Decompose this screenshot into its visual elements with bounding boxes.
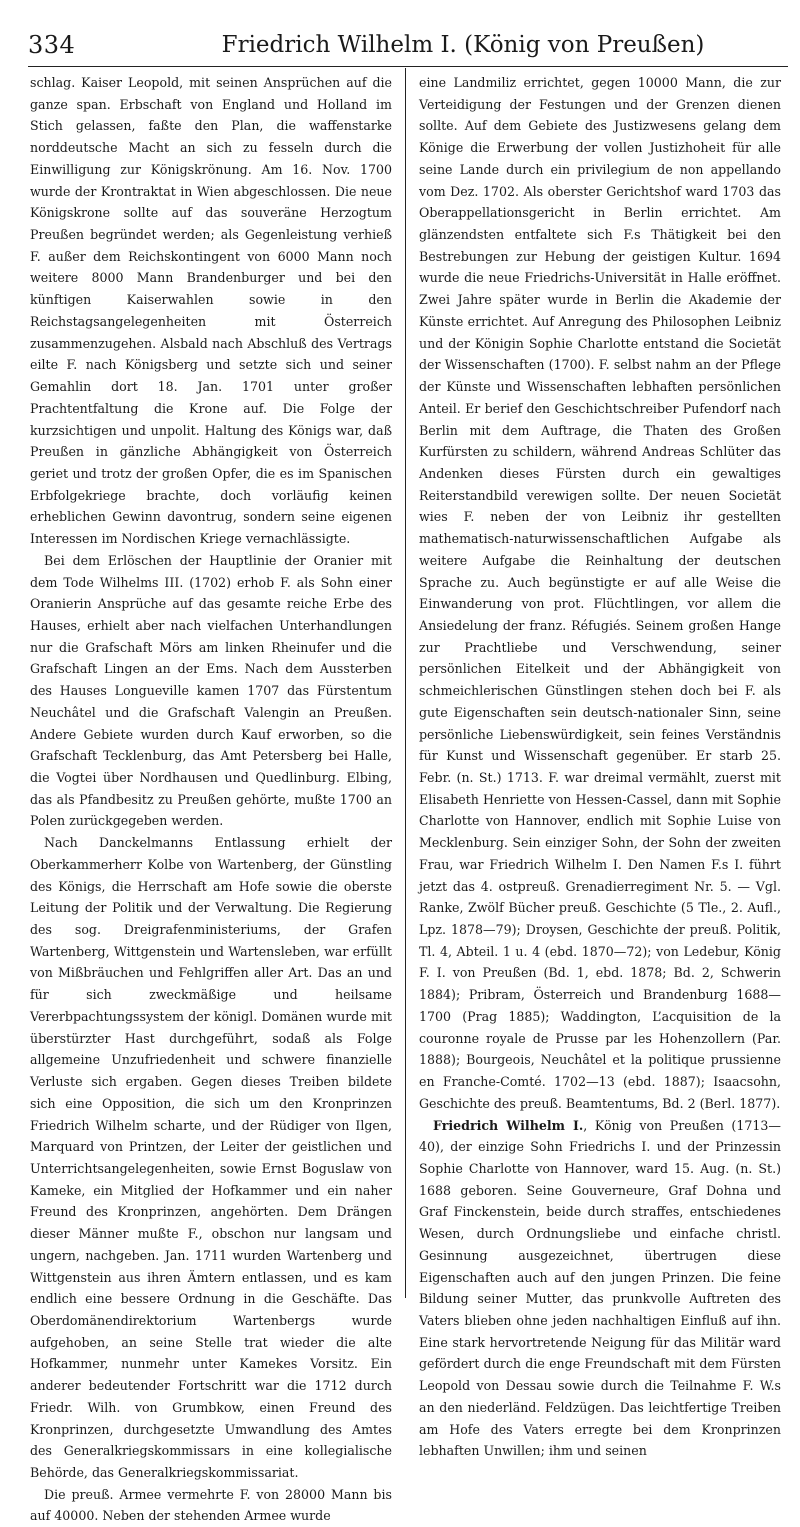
paragraph: eine Landmiliz errichtet, gegen 10000 Mann, die zur Verteidigung der Festungen und der Grenzen dienen sollte. Auf dem Gebiete des Justizwesens gelang dem Könige die Erwerbung der vollen Justizhoheit für alle seine Lande durch ein privilegium de non appellando vom Dez. 1702. Als oberster Gerichtshof ward 1703 das Oberappellationsgericht in Berlin errichtet. Am glänzendsten entfaltete sich F.s Thätigkeit bei den Bestrebungen zur Hebung der geistigen Kultur. 1694 wurde die neue Friedrichs-Universität in Halle eröffnet. Zwei Jahre später wurde in Berlin die Akademie der Künste errichtet. Auf Anregung des Philosophen Leibniz und der Königin Sophie Charlotte entstand die Societät der Wissenschaften (1700). F. selbst nahm an der Pflege der Künste und Wissenschaften lebhaften persönlichen Anteil. Er berief den Geschichtschreiber Pufendorf nach Berlin mit dem Auftrage, die Thaten des Großen Kurfürsten zu schildern, während Andreas Schlüter das Andenken dieses Fürsten durch ein gewaltiges Reiterstandbild verewigen sollte. Der neuen Societät wies F. neben der von Leibniz ihr gestellten mathematisch-naturwissenschaftlichen Aufgabe als weitere Aufgabe die Reinhaltung der deutschen Sprache zu. Auch begünstigte er auf alle Weise die Einwanderung von prot. Flüchtlingen, vor allem die Ansiedelung der franz. Réfugiés. Seinem großen Hange zur Prachtliebe und Verschwendung, seiner persönlichen Eitelkeit und der Abhängigkeit von schmeichlerischen Günstlingen stehen doch bei F. als gute Eigenschaften sein deutsch-nationaler Sinn, seine persönliche Liebenswürdigkeit, sein feines Verständnis für Kunst und Wissenschaft gegenüber. Er starb 25. Febr. (n. St.) 1713. F. war dreimal vermählt, zuerst mit Elisabeth Henriette von Hessen-Cassel, dann mit Sophie Charlotte von Hannover, endlich mit Sophie Luise von Mecklenburg. Sein einziger Sohn, der Sohn der zweiten Frau, war Friedrich Wilhelm I. Den Namen F.s I. führt jetzt das 4. ostpreuß. Grenadierregiment Nr. 5. — Vgl. Ranke, Zwölf Bücher preuß. Geschichte (5 Tle., 2. Aufl., Lpz. 1878—79); Droysen, Geschichte der preuß. Politik, Tl. 4, Abteil. 1 u. 4 (ebd. 1870—72); von Ledebur, König F. I. von Preußen (Bd. 1, ebd. 1878; Bd. 2, Schwerin 1884); Pribram, Österreich und Brandenburg 1688—1700 (Prag 1885); Waddington, L’acquisition de la couronne royale de Prusse par les Hohenzollern (Par. 1888); Bourgeois, Neuchâtel et la politique prussienne en Franche-Comté. 1702—13 (ebd. 1887); Isaacsohn, Geschichte des preuß. Beamtentums, Bd. 2 (Berl. 1877). [419,75,781,1111]
page-number: 334 [28,31,76,59]
paragraph: schlag. Kaiser Leopold, mit seinen Ansprüchen auf die ganze span. Erbschaft von England und Holland im Stich gelassen, faßte den Plan, die waffenstarke norddeutsche Macht an sich zu fesseln durch die Einwilligung zur Königskrönung. Am 16. Nov. 1700 wurde der Krontraktat in Wien abgeschlossen. Die neue Königskrone sollte auf das souveräne Herzogtum Preußen begründet werden; als Gegenleistung verhieß F. außer dem Reichskontingent von 6000 Mann noch weitere 8000 Mann Brandenburger und bei den künftigen Kaiserwahlen sowie in den Reichstagsangelegenheiten mit Österreich zusammenzugehen. Alsbald nach Abschluß des Vertrags eilte F. nach Königsberg und setzte sich und seiner Gemahlin dort 18. Jan. 1701 unter großer Prachtentfaltung die Krone auf. Die Folge der kurzsichtigen und unpolit. Haltung des Königs war, daß Preußen in gänzliche Abhängigkeit von Österreich geriet und trotz der großen Opfer, die es im Spanischen Erbfolgekriege brachte, doch vorläufig keinen erheblichen Gewinn davontrug, sondern seine eigenen Interessen im Nordischen Kriege vernachlässigte. [30,75,392,547]
entry-headword: Friedrich Wilhelm I. [433,1117,584,1133]
paragraph: Bei dem Erlöschen der Hauptlinie der Oranier mit dem Tode Wilhelms III. (1702) erhob F. als Sohn einer Oranierin Ansprüche auf das gesamte reiche Erbe des Hauses, erhielt aber nach vielfachen Unterhandlungen nur die Grafschaft Mörs am linken Rheinufer und die Grafschaft Lingen an der Ems. Nach dem Aussterben des Hauses Longueville kamen 1707 das Fürstentum Neuchâtel und die Grafschaft Valengin an Preußen. Andere Gebiete wurden durch Kauf erworben, so die Grafschaft Tecklenburg, das Amt Petersberg bei Halle, die Vogtei über Nordhausen und Quedlinburg. Elbing, das als Pfandbesitz zu Preußen gehörte, mußte 1700 an Polen zurückgegeben werden. [30,552,392,829]
page-header [28,30,788,64]
right-column [419,72,781,1459]
entry-text: , König von Preußen (1713—40), der einzige Sohn Friedrichs I. und der Prinzessin Sophie Charlotte von Hannover, ward 15. Aug. (n. St.) 1688 geboren. Seine Gouverneure, Graf Dohna und Graf Finckenstein, beide durch straffes, entschiedenes Wesen, durch Ordnungsliebe und einfache christl. Gesinnung ausgezeichnet, übertrugen diese Eigenschaften auch auf den jungen Prinzen. Die feine Bildung seiner Mutter, das prunkvolle Auftreten des Vaters blieben ohne jeden nachhaltigen Einfluß auf ihn. Eine stark hervortretende Neigung für das Militär ward gefördert durch die enge Freundschaft mit dem Fürsten Leopold von Dessau sowie durch die Teilnahme F. W.s an den niederländ. Feldzügen. Das leichtfertige Treiben am Hofe des Vaters erregte bei dem Kronprinzen lebhaften Unwillen; ihm und seinen [419,1117,781,1459]
paragraph: Die preuß. Armee vermehrte F. von 28000 Mann bis auf 40000. Neben der stehenden Armee wurde [30,1486,392,1524]
running-title: Friedrich Wilhelm I. (König von Preußen) [221,32,705,58]
entry-paragraph [419,1115,781,1463]
column-divider [405,68,406,1298]
left-column [30,72,392,1524]
header-rule [28,66,788,67]
paragraph: Nach Danckelmanns Entlassung erhielt der Oberkammerherr Kolbe von Wartenberg, der Günstling des Königs, die Herrschaft am Hofe sowie die oberste Leitung der Politik und der Verwaltung. Die Regierung des sog. Dreigrafenministeriums, der Grafen Wartenberg, Wittgenstein und Wartensleben, war erfüllt von Mißbräuchen und Fehlgriffen aller Art. Das an und für sich zweckmäßige und heilsame Vererbpachtungssystem der königl. Domänen wurde mit überstürzter Hast durchgeführt, sodaß als Folge allgemeine Unzufriedenheit und schwere finanzielle Verluste sich ergaben. Gegen dieses Treiben bildete sich eine Opposition, die sich um den Kronprinzen Friedrich Wilhelm scharte, und der Rüdiger von Ilgen, Marquard von Printzen, der Leiter der geistlichen und Unterrichtsangelegenheiten, sowie Ernst Boguslaw von Kameke, ein Mitglied der Hofkammer und ein naher Freund des Kronprinzen, angehörten. Dem Drängen dieser Männer mußte F., obschon nur langsam und ungern, nachgeben. Jan. 1711 wurden Wartenberg und Wittgenstein aus ihren Ämtern entlassen, und es kam endlich eine bessere Ordnung in die Geschäfte. Das Oberdomänendirektorium Wartenbergs wurde aufgehoben, an seine Stelle trat wieder die alte Hofkammer, nunmehr unter Kamekes Vorsitz. Ein anderer bedeutender Fortschritt war die 1712 durch Friedr. Wilh. von Grumbkow, einen Freund des Kronprinzen, durchgesetzte Umwandlung des Amtes des Generalkriegskommissars in eine kollegialische Behörde, das Generalkriegskommissariat. [30,835,392,1480]
